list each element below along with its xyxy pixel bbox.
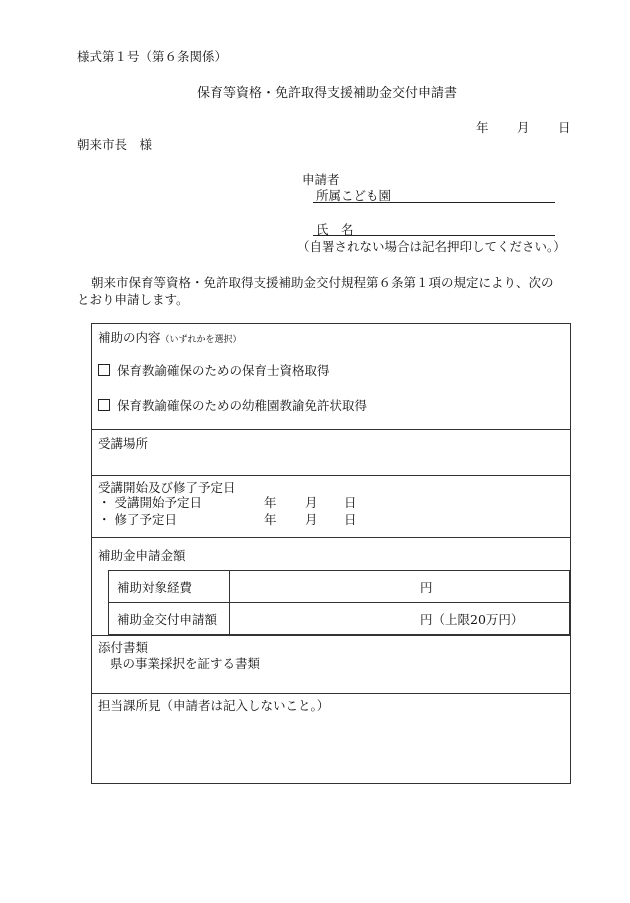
start-month[interactable]: 月 [305,495,318,510]
start-date-label: ・ 受講開始予定日 [98,495,202,510]
checkbox-option-1[interactable] [98,364,110,376]
amount-table [108,570,570,635]
support-option-1-label: 保育教諭確保のための保育士資格取得 [117,363,330,378]
requested-amount-value[interactable]: 円（上限20万円） [230,603,570,635]
end-date-label: ・ 修了予定日 [98,512,177,527]
date-day: 日 [558,120,571,135]
subsidy-cost-value[interactable]: 円 [230,571,570,603]
applicant-affiliation[interactable]: 所属こども園 [316,188,392,203]
seal-note: （自署されない場合は記名押印してください。） [297,239,566,254]
end-day[interactable]: 日 [344,512,357,527]
support-label: 補助の内容（いずれかを選択） [98,330,242,345]
support-option-2[interactable] [98,396,367,414]
amount-label: 補助金申請金額 [98,548,186,563]
venue-section[interactable] [92,430,570,476]
support-section [92,324,570,430]
addressee: 朝来市長 様 [77,137,153,152]
intro-line-2: とおり申請します。 [77,292,189,307]
table-row [109,603,570,635]
opinion-section [92,694,570,783]
document-title: 保育等資格・免許取得支援補助金交付申請書 [197,86,458,101]
date-year: 年 [476,120,489,135]
application-form-box [91,323,571,784]
checkbox-option-2[interactable] [98,399,110,411]
applicant-heading: 申請者 [302,172,340,187]
start-day[interactable]: 日 [344,495,357,510]
requested-amount-label: 補助金交付申請額 [109,603,230,635]
attachment-item: 県の事業採択を証する書類 [110,656,261,671]
support-option-2-label: 保育教諭確保のための幼稚園教諭免許状取得 [117,398,368,413]
support-hint: （いずれかを選択） [160,335,242,345]
end-year[interactable]: 年 [264,512,277,527]
form-number: 様式第１号（第６条関係） [77,49,228,64]
period-section [92,476,570,538]
end-month[interactable]: 月 [305,512,318,527]
attachments-label: 添付書類 [98,640,149,655]
table-row [109,571,570,603]
opinion-label: 担当課所見（申請者は記入しないこと。） [98,698,330,713]
amount-section [92,538,570,636]
venue-label: 受講場所 [98,436,149,451]
date-month: 月 [517,120,530,135]
start-year[interactable]: 年 [264,495,277,510]
intro-line-1: 朝来市保育等資格・免許取得支援補助金交付規程第６条第１項の規定により、次の [91,275,554,290]
period-label: 受講開始及び修了予定日 [98,480,236,495]
support-option-1[interactable] [98,361,330,379]
applicant-name-label: 氏 名 [316,222,354,237]
attachments-section [92,636,570,694]
subsidy-cost-label: 補助対象経費 [109,571,230,603]
affiliation-underline [313,202,555,203]
name-underline[interactable] [313,235,555,236]
